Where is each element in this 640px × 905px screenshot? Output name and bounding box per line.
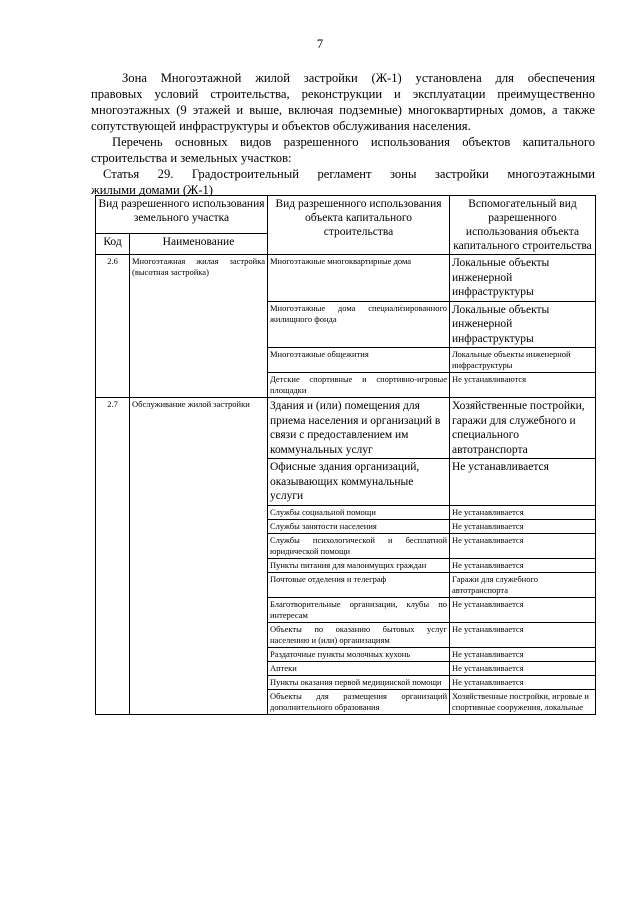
auxiliary-use-cell: Не устанавливаются [450, 373, 596, 398]
article-title-line2: жилыми домами (Ж-1) [91, 183, 214, 197]
list-intro-paragraph: Перечень основных видов разрешенного использования объектов капитального строительства и земельных участков: [91, 135, 595, 165]
building-use-cell: Детские спортивные и спортивно-игровые площадки [268, 373, 450, 398]
auxiliary-use-cell: Не устанавливается [450, 597, 596, 622]
building-use-cell: Аптеки [268, 661, 450, 675]
land-use-name: Многоэтажная жилая застройка (высотная застройка) [130, 255, 268, 398]
header-building-use: Вид разрешенного использования объекта капитального строительства [268, 196, 450, 255]
table-header-row [96, 196, 596, 234]
header-land-use: Вид разрешенного использования земельного участка [96, 196, 268, 234]
header-auxiliary-use: Вспомогательный вид разрешенного использования объекта капитального строительства [450, 196, 596, 255]
auxiliary-use-cell: Не устанавливается [450, 675, 596, 689]
intro-paragraph [91, 70, 595, 134]
article-title-line1: Статья 29. Градостроительный регламент зоны застройки многоэтажными [103, 167, 595, 181]
building-use-cell: Почтовые отделения и телеграф [268, 572, 450, 597]
auxiliary-use-cell: Локальные объекты инженерной инфраструктуры [450, 301, 596, 348]
regulation-table-body [96, 196, 596, 715]
auxiliary-use-cell: Не устанавливается [450, 647, 596, 661]
building-use-cell: Многоэтажные дома специализированного жилищного фонда [268, 301, 450, 348]
regulation-table [95, 195, 596, 715]
building-use-cell: Службы занятости населения [268, 519, 450, 533]
building-use-cell: Службы психологической и бесплатной юридической помощи [268, 533, 450, 558]
auxiliary-use-cell: Гаражи для служебного автотранспорта [450, 572, 596, 597]
intro-paragraph-line1: Зона Многоэтажной жилой застройки (Ж-1) установлена для обеспечения [122, 71, 595, 85]
building-use-cell: Объекты для размещения организаций дополнительного образования [268, 689, 450, 714]
auxiliary-use-cell: Не устанавливается [450, 533, 596, 558]
header-code: Код [96, 234, 130, 255]
auxiliary-use-cell: Хозяйственные постройки, гаражи для служебного и специального автотранспорта [450, 398, 596, 459]
article-title [91, 166, 595, 198]
building-use-cell: Здания и (или) помещения для приема населения и организаций в связи с предоставлением им коммунальных услуг [268, 398, 450, 459]
land-use-name: Обслуживание жилой застройки [130, 398, 268, 715]
building-use-cell: Многоэтажные общежития [268, 348, 450, 373]
land-use-code: 2.7 [96, 398, 130, 715]
land-use-code: 2.6 [96, 255, 130, 398]
table-row [96, 255, 596, 302]
auxiliary-use-cell: Локальные объекты инженерной инфраструктуры [450, 348, 596, 373]
auxiliary-use-cell: Не устанавливается [450, 558, 596, 572]
building-use-cell: Благотворительные организации, клубы по интересам [268, 597, 450, 622]
intro-paragraph-rest: правовых условий строительства, реконструкции и эксплуатации преимущественно многоэтажных (9 этажей и выше, включая подземные) многоквартирных домов, а также сопутствующей инфраструктуры и объектов обслуживания населения. [91, 87, 595, 133]
table-row [96, 398, 596, 459]
building-use-cell: Службы социальной помощи [268, 505, 450, 519]
auxiliary-use-cell: Не устанавливается [450, 661, 596, 675]
building-use-cell: Многоэтажные многоквартирные дома [268, 255, 450, 302]
header-name: Наименование [130, 234, 268, 255]
auxiliary-use-cell: Хозяйственные постройки, игровые и спортивные сооружения, локальные [450, 689, 596, 714]
auxiliary-use-cell: Не устанавливается [450, 459, 596, 506]
building-use-cell: Пункты оказания первой медицинской помощи [268, 675, 450, 689]
auxiliary-use-cell: Не устанавливается [450, 622, 596, 647]
auxiliary-use-cell: Не устанавливается [450, 505, 596, 519]
building-use-cell: Пункты питания для малоимущих граждан [268, 558, 450, 572]
building-use-cell: Раздаточные пункты молочных кухонь [268, 647, 450, 661]
auxiliary-use-cell: Локальные объекты инженерной инфраструктуры [450, 255, 596, 302]
auxiliary-use-cell: Не устанавливается [450, 519, 596, 533]
building-use-cell: Объекты по оказанию бытовых услуг населению и (или) организациям [268, 622, 450, 647]
page-number: 7 [316, 37, 324, 51]
building-use-cell: Офисные здания организаций, оказывающих коммунальные услуги [268, 459, 450, 506]
